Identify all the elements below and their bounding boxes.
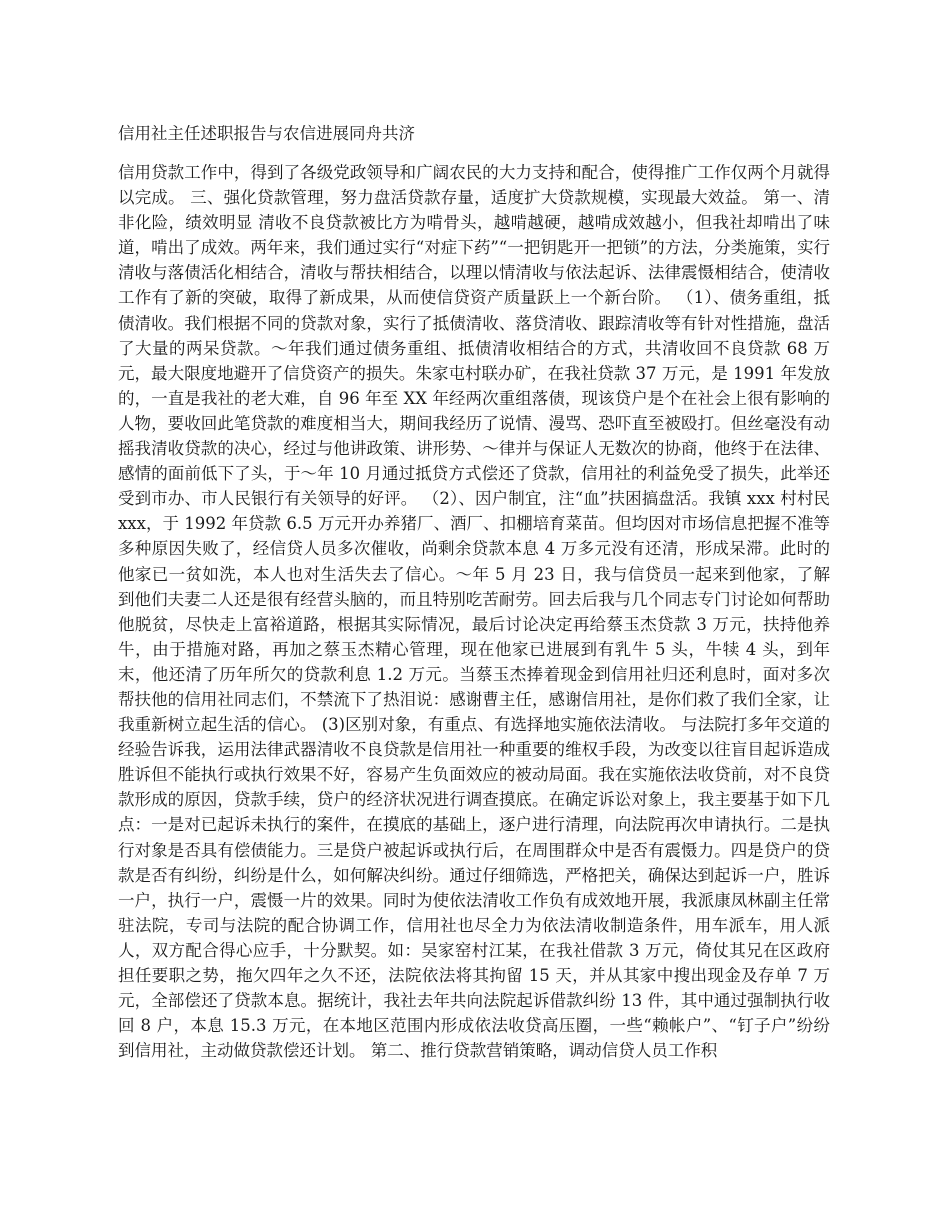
document-title: 信用社主任述职报告与农信进展同舟共济 <box>118 124 415 143</box>
document-body-paragraph: 信用贷款工作中，得到了各级党政领导和广阔农民的大力支持和配合，使得推广工作仅两个月就得以完成。 三、强化贷款管理，努力盘活贷款存量，适度扩大贷款规模，实现最大效益。 第一、清非化险，绩效明显 清收不良贷款被比方为啃骨头，越啃越硬，越啃成效越小，但我社却啃出了味道，啃出了成效。两年来，我们通过实行“对症下药”“一把钥匙开一把锁”的方法，分类施策，实行清收与落债活化相结合，清收与帮扶相结合，以理以情清收与依法起诉、法律震慑相结合，使清收工作有了新的突破，取得了新成果，从而使信贷资产质量跃上一个新台阶。 （1）、债务重组，抵债清收。我们根据不同的贷款对象，实行了抵债清收、落贷清收、跟踪清收等有针对性措施，盘活了大量的两呆贷款。～年我们通过债务重组、抵债清收相结合的方式，共清收回不良贷款 68 万元，最大限度地避开了信贷资产的损失。朱家屯村联办矿，在我社贷款 37 万元，是 1991 年发放的，一直是我社的老大难，自 96 年至 XX 年经两次重组落债，现该贷户是个在社会上很有影响的人物，要收回此笔贷款的难度相当大，期间我经历了说情、漫骂、恐吓直至被殴打。但丝毫没有动摇我清收贷款的决心，经过与他讲政策、讲形势、～律并与保证人无数次的协商，他终于在法律、感情的面前低下了头，于～年 10 月通过抵贷方式偿还了贷款，信用社的利益免受了损失，此举还受到市办、市人民银行有关领导的好评。 （2）、因户制宜，注“血”扶困搞盘活。我镇 xxx 村村民 xxx，于 1992 年贷款 6.5 万元开办养猪厂、酒厂、扣棚培育菜苗。但均因对市场信息把握不准等多种原因失败了，经信贷人员多次催收，尚剩余贷款本息 4 万多元没有还清，形成呆滞。此时的他家已一贫如洗，本人也对生活失去了信心。～年 5 月 23 日，我与信贷员一起来到他家，了解到他们夫妻二人还是很有经营头脑的，而且特别吃苦耐劳。回去后我与几个同志专门讨论如何帮助他脱贫，尽快走上富裕道路，根据其实际情况，最后讨论决定再给蔡玉杰贷款 3 万元，扶持他养牛，由于措施对路，再加之蔡玉杰精心管理，现在他家已进展到有乳牛 5 头，牛犊 4 头，到年末，他还清了历年所欠的贷款利息 1.2 万元。当蔡玉杰捧着现金到信用社归还利息时，面对多次帮扶他的信用社同志们，不禁流下了热泪说：感谢曹主任，感谢信用社，是你们救了我们全家，让我重新树立起生活的信心。 (3)区别对象，有重点、有选择地实施依法清收。 与法院打多年交道的经验告诉我，运用法律武器清收不良贷款是信用社一种重要的维权手段，为改变以往盲目起诉造成胜诉但不能执行或执行效果不好，容易产生负面效应的被动局面。我在实施依法收贷前，对不良贷款形成的原因，贷款手续，贷户的经济状况进行调查摸底。在确定诉讼对象上，我主要基于如下几点：一是对已起诉未执行的案件，在摸底的基础上，逐户进行清理，向法院再次申请执行。二是执行对象是否具有偿债能力。三是贷户被起诉或执行后，在周围群众中是否有震慑力。四是贷户的贷款是否有纠纷，纠纷是什么，如何解决纠纷。通过仔细筛选，严格把关，确保达到起诉一户，胜诉一户，执行一户，震慑一片的效果。同时为使依法清收工作负有成效地开展，我派康凤林副主任常驻法院，专司与法院的配合协调工作，信用社也尽全力为依法清收制造条件，用车派车，用人派人，双方配合得心应手，十分默契。如：吴家窑村江某，在我社借款 3 万元，倚仗其兄在区政府担任要职之势，拖欠四年之久不还，法院依法将其拘留 15 天，并从其家中搜出现金及存单 7 万元，全部偿还了贷款本息。据统计，我社去年共向法院起诉借款纠纷 13 件，其中通过强制执行收回 8 户，本息 15.3 万元，在本地区范围内形成依法收贷高压圈，一些“赖帐户”、“钉子户”纷纷到信用社，主动做贷款偿还计划。 第二、推行贷款营销策略，调动信贷人员工作积 <box>118 163 830 1061</box>
